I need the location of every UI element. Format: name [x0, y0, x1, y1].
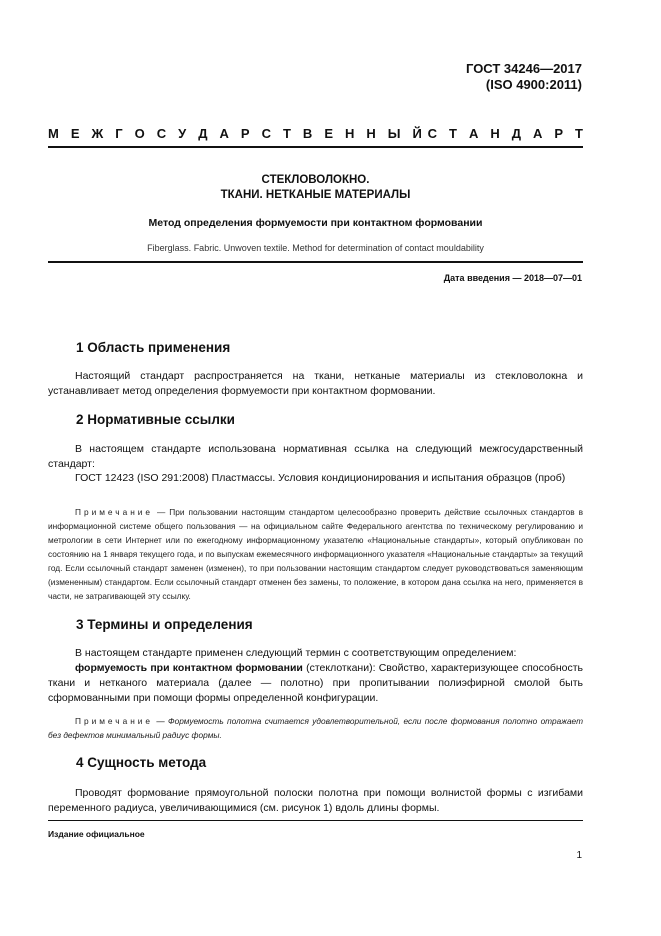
title-line-2: ТКАНИ. НЕТКАНЫЕ МАТЕРИАЛЫ	[220, 189, 411, 201]
term-definition: (стеклоткани): Свойство, характеризующее способность ткани и нетканого материала (далее — полотно) при пропитывании полиэфирной смолой быть сформованными при помощи формы определенной конфигурации.	[48, 662, 583, 704]
section-2-heading: 2 Нормативные ссылки	[76, 412, 235, 427]
page-number: 1	[576, 850, 582, 861]
section-3-text-1: В настоящем стандарте применен следующий термин с соответствующим определением:	[75, 647, 517, 659]
section-4-text: Проводят формование прямоугольной полоски полотна при помощи волнистой формы с изгибами переменного радиуса, увеличивающимися (см. рисунок 1) вдоль длины формы.	[48, 787, 583, 814]
section-3-note-label: Примечание	[75, 716, 154, 726]
introduction-date: Дата введения — 2018—07—01	[443, 273, 582, 283]
iso-number: (ISO 4900:2011)	[485, 77, 582, 92]
section-1-text: Настоящий стандарт распространяется на ткани, нетканые материалы из стекловолокна и устанавливает метод определения формуемости при контактном формовании.	[48, 370, 583, 397]
defined-term: формуемость при контактном формовании	[75, 662, 303, 674]
document-title	[48, 173, 583, 203]
section-3-paragraph-1	[48, 646, 583, 661]
section-1-paragraph	[48, 369, 583, 399]
section-2-text-2: ГОСТ 12423 (ISO 291:2008) Пластмассы. Условия кондиционирования и испытания образцов (проб)	[75, 472, 566, 484]
section-3-definition	[48, 661, 583, 706]
section-4-heading: 4 Сущность метода	[76, 755, 207, 770]
section-2-note	[48, 505, 583, 603]
document-number	[466, 61, 582, 93]
section-3-note	[48, 714, 583, 742]
english-title: Fiberglass. Fabric. Unwoven textile. Method for determination of contact mouldability	[147, 243, 484, 253]
official-edition-label: Издание официальное	[48, 829, 145, 839]
footer-rule	[48, 820, 583, 821]
section-3-note-text: — Формуемость полотна считается удовлетворительной, если после формования полотно отражает без дефектов минимальный радиус формы.	[48, 716, 583, 740]
section-4-paragraph	[48, 786, 583, 816]
section-3-heading: 3 Термины и определения	[76, 617, 253, 632]
banner-word-standard: С Т А Н Д А Р Т	[427, 126, 583, 141]
section-1-heading: 1 Область применения	[76, 340, 231, 355]
title-line-1: СТЕКЛОВОЛОКНО.	[261, 174, 370, 186]
title-rule	[48, 261, 583, 263]
section-2-text-1: В настоящем стандарте использована нормативная ссылка на следующий межгосударственный стандарт:	[48, 443, 583, 470]
document-subtitle: Метод определения формуемости при контактном формовании	[148, 217, 483, 229]
section-2-note-text: — При пользовании настоящим стандартом целесообразно проверить действие ссылочных стандартов в информационной системе общего пользования — на официальном сайте Федерального агентства по техническому регулированию и метрологии в сети Интернет или по ежегодному информационному указателю «Национальные стандарты», который опубликован по состоянию на 1 января текущего года, и по выпускам ежемесячного информационного указателя «Национальные стандарты» за текущий год. Если ссылочный стандарт заменен (изменен), то при пользовании настоящим стандартом следует руководствоваться заменяющим (измененным) стандартом. Если ссылочный стандарт отменен без замены, то положение, в котором дана ссылка на него, применяется в части, не затрагивающей эту ссылку.	[48, 507, 583, 601]
standard-type-banner	[48, 126, 583, 141]
section-2-paragraph-2	[48, 471, 583, 486]
banner-rule	[48, 146, 583, 148]
section-2-note-label: Примечание	[75, 507, 154, 517]
gost-number: ГОСТ 34246—2017	[466, 61, 582, 76]
section-2-paragraph-1	[48, 442, 583, 472]
banner-word-interstate: М Е Ж Г О С У Д А Р С Т В Е Н Н Ы Й	[48, 126, 422, 141]
